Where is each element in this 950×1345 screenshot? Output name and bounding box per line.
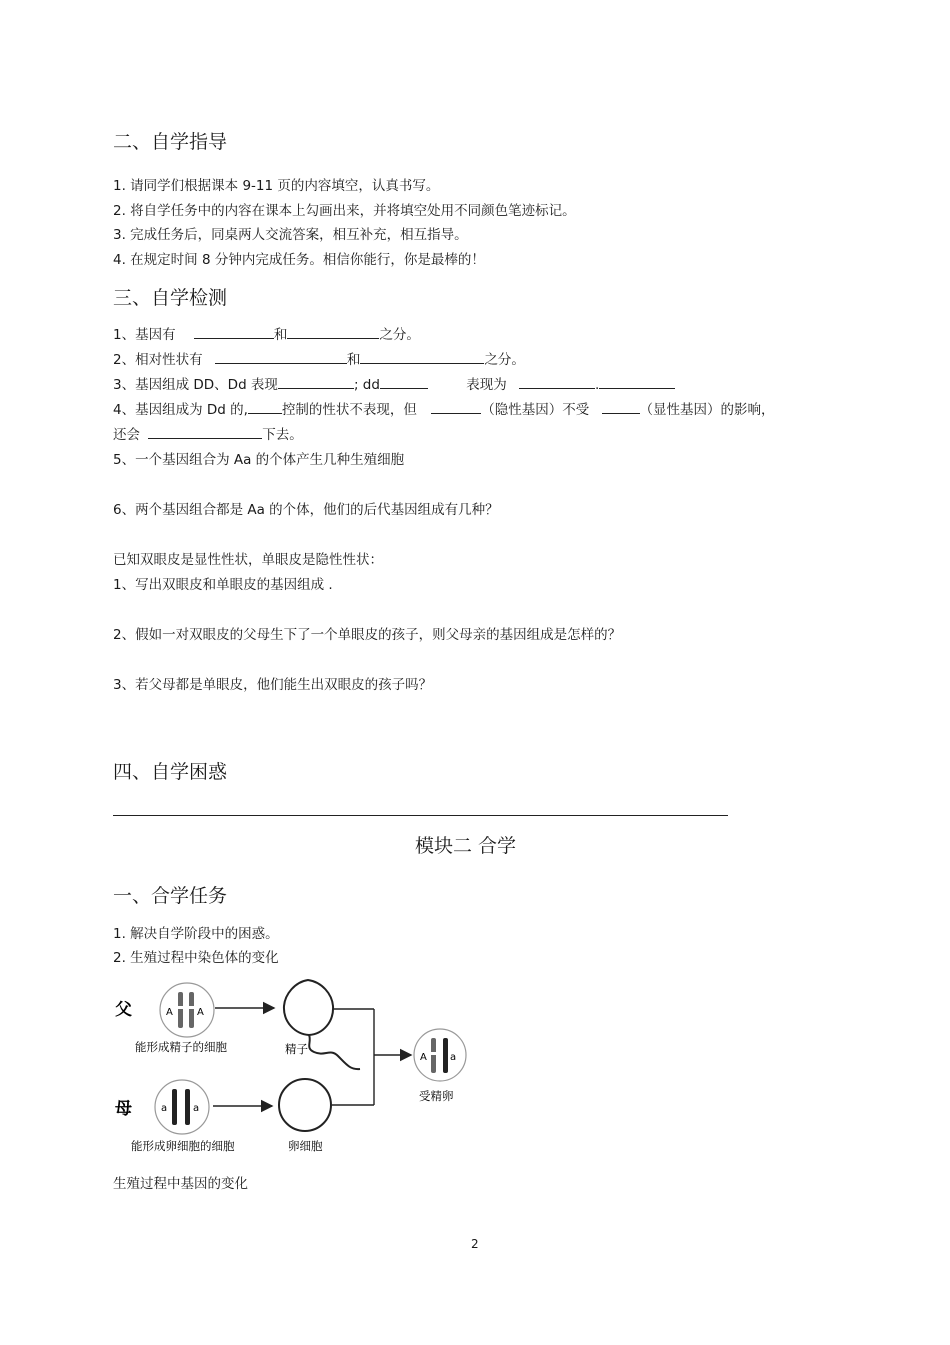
sperm-label: 精子 bbox=[285, 1042, 308, 1056]
answer-blank[interactable] bbox=[360, 349, 484, 364]
answer-blank[interactable] bbox=[287, 324, 379, 339]
known-question-1: 1、写出双眼皮和单眼皮的基因组成 . bbox=[113, 577, 333, 593]
question-3: 3、基因组成 DD、Dd 表现 ; dd 表现为 . bbox=[113, 373, 675, 393]
question-4-cont: 还会 下去。 bbox=[113, 423, 303, 443]
task-item-1: 1. 解决自学阶段中的困惑。 bbox=[113, 926, 279, 942]
answer-blank[interactable] bbox=[519, 374, 595, 389]
question-6: 6、两个基因组合都是 Aa 的个体，他们的后代基因组成有几种？ bbox=[113, 502, 499, 518]
guidance-item-4: 4. 在规定时间 8 分钟内完成任务。相信你能行，你是最棒的！ bbox=[113, 252, 485, 268]
known-question-3: 3、若父母都是单眼皮，他们能生出双眼皮的孩子吗？ bbox=[113, 677, 433, 693]
section-title-check: 三、自学检测 bbox=[113, 287, 228, 309]
guidance-item-2: 2. 将自学任务中的内容在课本上勾画出来，并将填空处用不同颜色笔迹标记。 bbox=[113, 203, 576, 219]
module-title: 模块二 合学 bbox=[415, 835, 517, 857]
question-2: 2、相对性状有 和 之分。 bbox=[113, 348, 525, 368]
answer-blank[interactable] bbox=[602, 399, 640, 414]
mother-cell-label: 能形成卵细胞的细胞 bbox=[131, 1139, 235, 1153]
answer-blank[interactable] bbox=[148, 424, 262, 439]
guidance-item-3: 3. 完成任务后，同桌两人交流答案，相互补充，相互指导。 bbox=[113, 227, 468, 243]
task-item-2: 2. 生殖过程中染色体的变化 bbox=[113, 950, 279, 966]
allele-label: a bbox=[161, 1103, 168, 1114]
section-title-cooperative-task: 一、合学任务 bbox=[113, 885, 228, 907]
known-statement: 已知双眼皮是显性性状，单眼皮是隐性性状： bbox=[113, 552, 383, 568]
answer-blank[interactable] bbox=[248, 399, 282, 414]
section-title-confusion: 四、自学困惑 bbox=[113, 761, 228, 783]
answer-blank[interactable] bbox=[599, 374, 675, 389]
allele-label: a bbox=[450, 1052, 457, 1063]
page-number: 2 bbox=[471, 1237, 479, 1251]
father-cell-label: 能形成精子的细胞 bbox=[135, 1040, 227, 1054]
allele-label: A bbox=[420, 1052, 427, 1063]
answer-blank[interactable] bbox=[215, 349, 347, 364]
known-question-2: 2、假如一对双眼皮的父母生下了一个单眼皮的孩子，则父母亲的基因组成是怎样的？ bbox=[113, 627, 622, 643]
guidance-item-1: 1. 请同学们根据课本 9-11 页的内容填空，认真书写。 bbox=[113, 178, 440, 194]
allele-label: a bbox=[193, 1103, 200, 1114]
mother-label: 母 bbox=[115, 1099, 132, 1119]
allele-label: A bbox=[197, 1007, 204, 1018]
allele-label: A bbox=[166, 1007, 173, 1018]
father-label: 父 bbox=[115, 1000, 132, 1020]
question-1: 1、基因有 和 之分。 bbox=[113, 323, 420, 343]
egg-cell bbox=[279, 1079, 331, 1131]
section-title-guidance: 二、自学指导 bbox=[113, 131, 228, 153]
father-cell bbox=[160, 983, 214, 1037]
zygote-label: 受精卵 bbox=[419, 1089, 454, 1103]
answer-blank[interactable] bbox=[278, 374, 354, 389]
mother-cell bbox=[155, 1080, 209, 1134]
egg-label: 卵细胞 bbox=[288, 1139, 323, 1153]
answer-blank[interactable] bbox=[194, 324, 274, 339]
answer-blank[interactable] bbox=[431, 399, 481, 414]
question-4: 4、基因组成为 Dd 的, 控制的性状不表现，但 （隐性基因）不受 （显性基因）的影响， bbox=[113, 398, 775, 418]
zygote-cell bbox=[414, 1029, 466, 1081]
diagram-caption: 生殖过程中基因的变化 bbox=[113, 1176, 248, 1192]
question-5: 5、一个基因组合为 Aa 的个体产生几种生殖细胞 bbox=[113, 452, 405, 468]
answer-blank[interactable] bbox=[380, 374, 428, 389]
chromosome-diagram bbox=[100, 972, 500, 1162]
section-divider bbox=[113, 815, 728, 816]
